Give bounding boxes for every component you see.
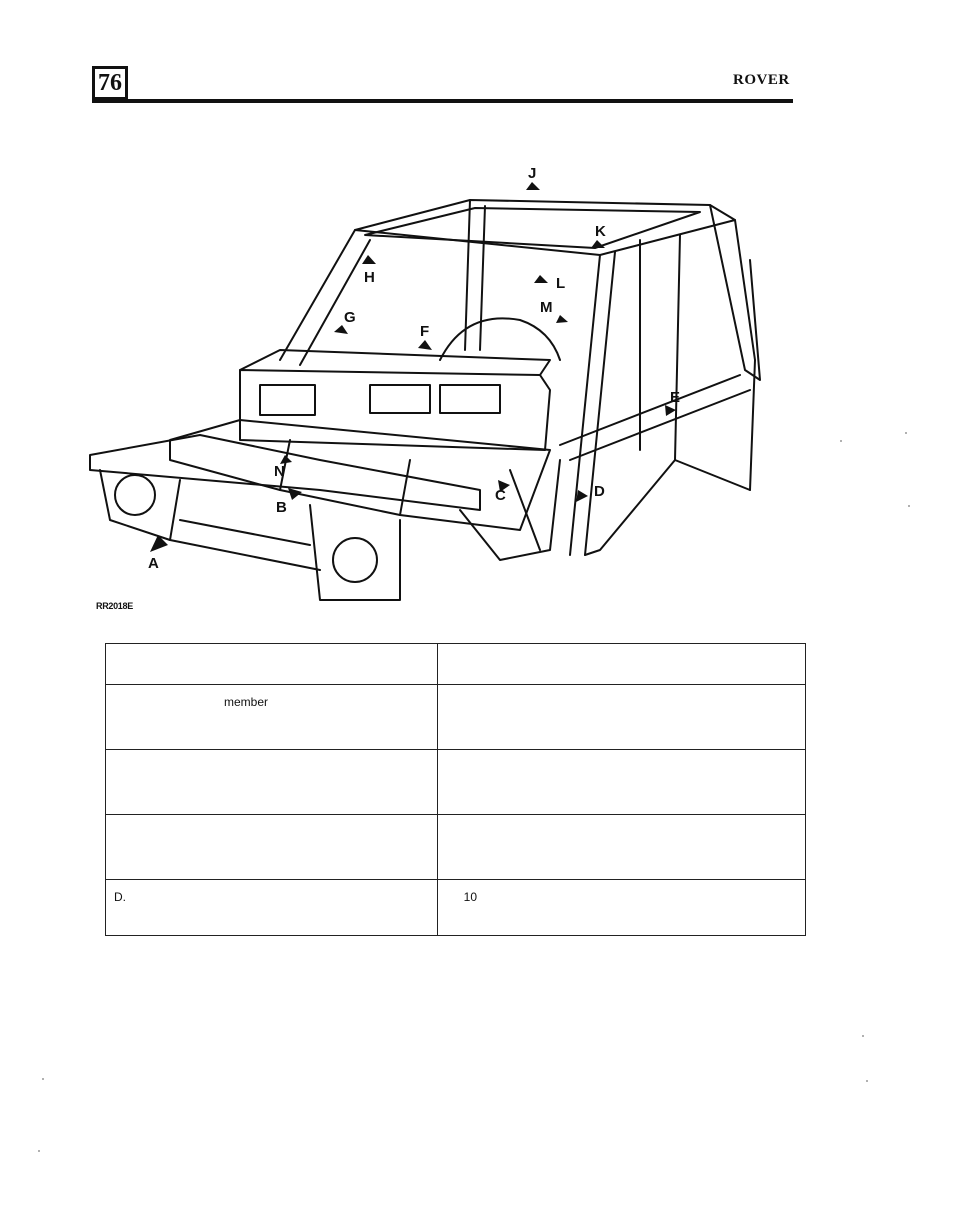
label-e: E	[670, 389, 681, 406]
label-a: A	[148, 555, 159, 572]
table-cell	[106, 750, 438, 815]
label-b: B	[276, 499, 287, 516]
label-d: D	[594, 483, 605, 500]
label-g: G	[344, 309, 356, 326]
label-m: M	[540, 299, 553, 316]
label-h: H	[364, 269, 375, 286]
label-k: K	[595, 223, 606, 240]
table-cell	[106, 815, 438, 880]
body-shell-diagram	[80, 160, 780, 620]
table-cell	[437, 685, 805, 750]
scan-speck	[862, 1035, 864, 1037]
scan-speck	[840, 440, 842, 442]
scan-speck	[866, 1080, 868, 1082]
table-row	[106, 880, 806, 936]
table-cell: D.	[106, 880, 438, 936]
label-j: J	[528, 165, 537, 182]
table-row	[106, 685, 806, 750]
table-row	[106, 750, 806, 815]
figure-code: RR2018E	[96, 601, 133, 611]
table-cell	[106, 685, 438, 750]
label-f: F	[420, 323, 430, 340]
table-cell	[437, 644, 805, 685]
cell-text: member	[224, 695, 269, 709]
label-c: C	[495, 487, 506, 504]
procedure-table	[105, 643, 806, 936]
scan-speck	[38, 1150, 40, 1152]
brand-title: ROVER	[733, 72, 790, 88]
table-cell	[437, 815, 805, 880]
table-row	[106, 815, 806, 880]
table-cell	[437, 880, 805, 936]
table-cell	[106, 644, 438, 685]
label-l: L	[556, 275, 566, 292]
scan-speck	[905, 432, 907, 434]
cell-text: 10	[463, 890, 478, 904]
table-row	[106, 644, 806, 685]
header-rule	[92, 99, 793, 103]
label-n: N	[274, 463, 285, 480]
section-number: 76	[92, 66, 128, 100]
scan-speck	[908, 505, 910, 507]
scan-speck	[42, 1078, 44, 1080]
table-cell	[437, 750, 805, 815]
